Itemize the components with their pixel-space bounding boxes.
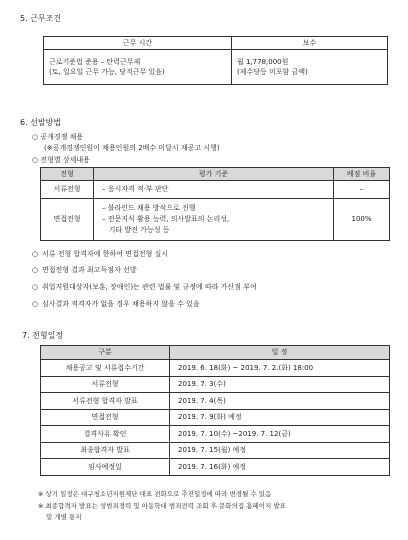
bullet-stage-details: ○ 전형별 상세내용 [32,156,90,164]
stage-cell: 면접전형 [41,199,94,241]
schedule-date: 2019. 7. 15(월) 예정 [170,442,390,459]
header-pay: 보수 [232,37,388,50]
table-row [41,360,390,377]
selection-stage-table [40,167,390,241]
table-row [41,181,390,199]
criteria-cell [94,199,334,241]
schedule-label: 채용공고 및 서류접수기간 [41,360,170,377]
table-row [41,393,390,410]
ratio-cell: – [334,181,390,199]
pay-line2: (제수당등 미포함 금액) [237,68,308,76]
ratio-cell: 100% [334,199,390,241]
schedule-label: 결격사유 확인 [41,426,170,443]
criteria-line: – 블라인드 채용 방식으로 진행 [102,204,196,213]
schedule-table [40,345,390,476]
criteria-line: – 전문지식 활용 능력, 의사발표의 논리성, [102,215,230,224]
header-schedule: 일 정 [170,346,390,360]
table-row [41,409,390,426]
work-conditions-table [43,36,388,85]
work-hours-line1: 근로기준법 준용 – 탄력근무제 [49,57,141,66]
criteria-line: 기타 발전 가능성 등 [102,225,170,234]
schedule-date: 2019. 6. 18(화) ~ 2019. 7. 2.(화) 18:00 [170,360,390,377]
header-stage: 전형 [41,168,94,181]
schedule-note-2-line1: ※ 최종합격자 발표는 성범죄경력 및 아동학대 범죄전력 조회 후 문화의집 홈페이지 발표 [38,502,286,510]
work-hours-cell [44,50,232,85]
header-work-hours: 근무 시간 [44,37,232,50]
schedule-date: 2019. 7. 16(화) 예정 [170,459,390,476]
table-row [41,376,390,393]
header-ratio: 배점 비율 [334,168,390,181]
stage-cell: 서류전형 [41,181,94,199]
schedule-note-2-line2: 및 개별 통지 [46,513,82,521]
schedule-date: 2019. 7. 3(수) [170,376,390,393]
schedule-date: 2019. 7. 9(화) 예정 [170,409,390,426]
table-row [41,459,390,476]
header-criteria: 평가 기준 [94,168,334,181]
work-hours-line2: (토, 일요일 근무 가능, 당직근무 있음) [49,68,165,76]
section-6-title: 6. 선발방법 [20,118,62,127]
bullet-line: ○ 서류 전형 합격자에 한하여 면접전형 실시 [32,250,169,258]
schedule-note-1: ※ 상기 일정은 대구청소년지원재단 대표 전화으로 추진일정에 따라 변경될 수 있음 [38,490,272,498]
table-row [41,199,390,241]
pay-line1: 월 1,778,000원 [237,57,289,66]
schedule-date: 2019. 7. 4(목) [170,393,390,410]
criteria-cell: – 응시자격 적·부 판단 [94,181,334,199]
schedule-label: 임사예정일 [41,459,170,476]
bullet-line: ○ 면접전형 결과 최고득점자 선발 [32,266,137,274]
bullet-open-competition-note: (※공개경쟁인원이 채용인원의 2배수 미달시 재공고 시행) [44,144,220,152]
bullet-line: ○ 취업지원대상자(보훈, 장애인)는 관련 법률 및 규정에 따라 가산점 부여 [32,283,257,291]
schedule-label: 서류전형 [41,376,170,393]
header-category: 구분 [41,346,170,360]
table-row [41,426,390,443]
table-row [41,442,390,459]
schedule-label: 최종합격자 발표 [41,442,170,459]
schedule-label: 면접전형 [41,409,170,426]
bullet-open-competition: ○ 공개경쟁 채용 [32,133,84,141]
pay-cell [232,50,388,85]
schedule-label: 서류전형 합격자 발표 [41,393,170,410]
section-5-title: 5. 근무조건 [20,14,62,23]
section-7-title: 7. 전형일정 [22,331,64,340]
schedule-date: 2019. 7. 10(수) ~2019. 7. 12(금) [170,426,390,443]
bullet-line: ○ 심사결과 적격자가 없을 경우 채용하지 않을 수 있음 [32,300,200,308]
